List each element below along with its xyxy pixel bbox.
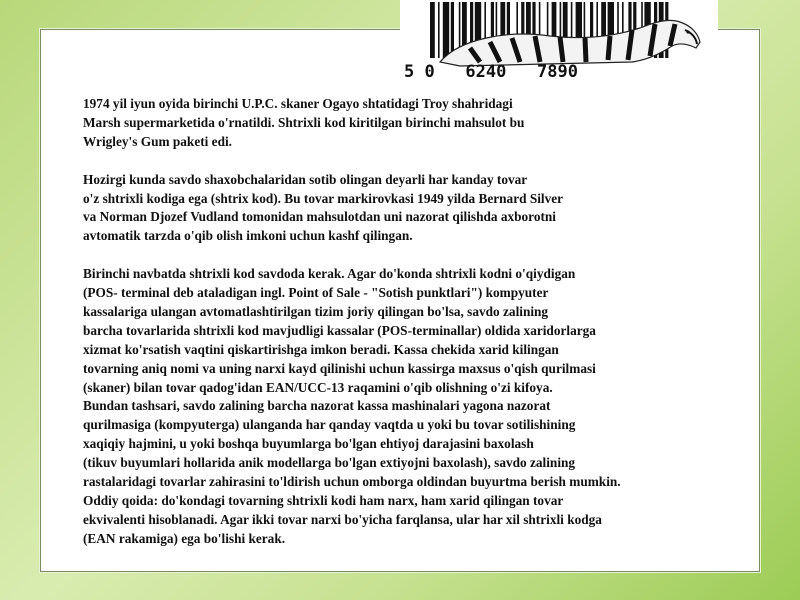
text-line: Wrigley's Gum paketi edi. <box>83 133 232 149</box>
zebra-barcode-image <box>400 0 718 90</box>
paragraph-2 <box>83 171 743 247</box>
text-line: xizmat ko'rsatish vaqtini qiskartirishga imkon beradi. Kassa chekida xarid kilingan <box>83 341 559 357</box>
text-line: ekvivalenti hisoblanadi. Agar ikki tovar narxi bo'yicha farqlansa, ular har xil shtrixli kodga <box>83 511 602 527</box>
barcode-bar <box>438 2 440 58</box>
text-line: va Norman Djozef Vudland tomonidan mahsulotdan uni nazorat qilishda axborotni <box>83 209 557 225</box>
article-text <box>83 95 743 549</box>
barcode-bar <box>443 2 449 58</box>
text-line: Oddiy qoida: do'kondagi tovarning shtrixli kodi ham narx, ham xarid qilingan tovar <box>83 493 564 508</box>
text-line: tovarning aniq nomi va uning narxi kayd qilinishi uchun kassirga maxsus o'qish qurilmasi <box>83 360 596 376</box>
text-line: (EAN rakamiga) ega bo'lishi kerak. <box>83 530 286 546</box>
barcode-graphic <box>400 0 718 90</box>
text-line: 1974 yil iyun oyida birinchi U.P.C. skaner Ogayo shtatidagi Troy shahridagi <box>83 96 513 111</box>
text-line: barcha tovarlarida shtrixli kod mavjudligi kassalar (POS-terminallar) oldida xaridorlarga <box>83 322 596 338</box>
barcode-digits: 5 0 6240 7890 <box>404 62 578 82</box>
text-line: (POS- terminal deb ataladigan ingl. Point of Sale - "Sotish punktlari") kompyuter <box>83 285 549 301</box>
paragraph-1 <box>83 95 743 152</box>
text-line: qurilmasiga (kompyuterga) ulanganda har qanday vaqtda u yoki bu tovar sotilishining <box>83 417 576 433</box>
text-line: avtomatik tarzda o'qib olish imkoni uchun kashf qilingan. <box>83 228 413 244</box>
text-line: kassalariga ulangan avtomatlashtirilgan tizim joriy qilingan bo'lsa, savdo zalining <box>83 303 549 319</box>
text-line: (tikuv buyumlari hollarida anik modellarga bo'lgan extiyojni baxolash), savdo zalining <box>83 455 576 471</box>
text-line: (skaner) bilan tovar qadog'idan EAN/UCC-13 raqamini o'qib olishning o'zi kifoya. <box>83 379 553 395</box>
text-line: o'z shtrixli kodiga ega (shtrix kod). Bu tovar markirovkasi 1949 yilda Bernard Silver <box>83 190 564 206</box>
text-line: Hozirgi kunda savdo shaxobchalaridan sotib olingan deyarli har kanday tovar <box>83 171 528 187</box>
text-line: xaqiqiy hajmini, u yoki boshqa buyumlarga bo'lgan ehtiyoj darajasini baxolash <box>83 436 534 452</box>
text-line: Bundan tashsari, savdo zalining barcha nazorat kassa mashinalari yagona nazorat <box>83 398 551 414</box>
paragraph-3 <box>83 265 743 549</box>
barcode-bar <box>451 2 454 58</box>
text-line: Marsh supermarketida o'rnatildi. Shtrixli kod kiritilgan birinchi mahsulot bu <box>83 114 525 130</box>
barcode-bar <box>430 2 435 58</box>
text-line: Birinchi navbatda shtrixli kod savdoda kerak. Agar do'konda shtrixli kodni o'qiydigan <box>83 266 576 282</box>
text-line: rastalaridagi tovarlar zahirasini to'ldirish uchun omborga oldindan buyurtma berish mumkin. <box>83 474 621 490</box>
